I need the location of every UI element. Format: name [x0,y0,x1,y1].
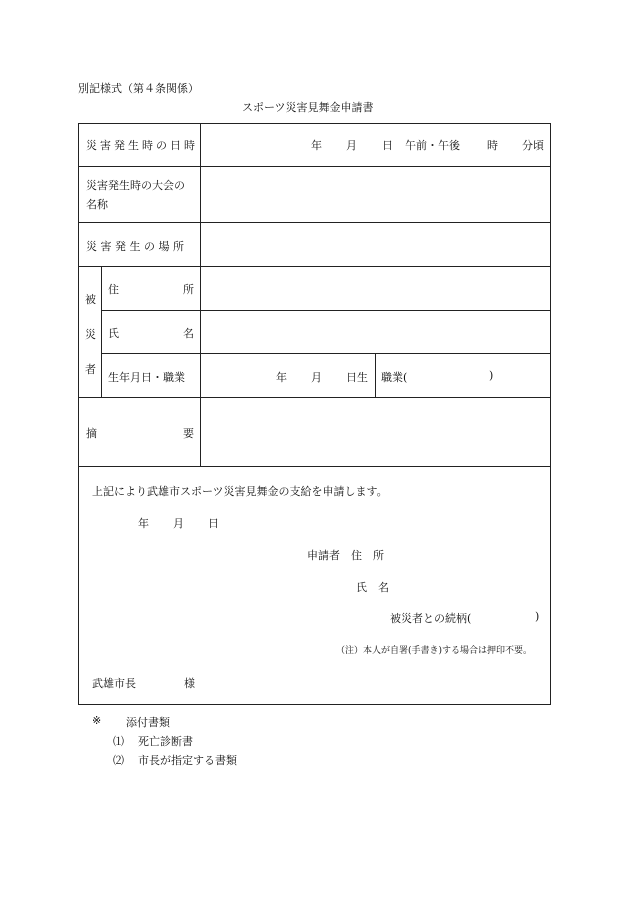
declaration-date-month: 月 [173,517,184,530]
event-label-line1: 災害発生時の大会の [86,179,185,192]
event-label-line2: 名称 [86,198,108,211]
form-label: 別記様式（第４条関係） [78,82,199,95]
relation-close: ) [535,610,540,623]
row-divider [78,466,551,467]
datetime-month: 月 [346,139,357,152]
place-label: 災 害 発 生 の 場 所 [86,240,184,253]
victim-address-label-r: 所 [183,283,194,296]
dob-month: 月 [311,371,322,384]
relation-label: 被災者との続柄( [390,612,472,625]
summary-label-l: 摘 [86,427,97,440]
datetime-day: 日 [382,139,393,152]
declaration-date-year: 年 [138,517,149,530]
victim-group-char: 災 [85,328,96,341]
summary-label-r: 要 [183,427,194,440]
attachment-item-text: 死亡診断書 [138,735,193,748]
document-title: スポーツ災害見舞金申請書 [242,101,374,114]
declaration-date-day: 日 [208,517,219,530]
application-form-table [78,123,551,705]
job-column-divider [375,353,376,397]
applicant-name-label: 氏 名 [356,581,389,594]
datetime-year: 年 [311,139,322,152]
seal-note: （注）本人が自署(手書き)する場合は押印不要。 [336,646,533,656]
datetime-label: 災害発生時の日時 [86,139,198,152]
row-divider [78,397,551,398]
addressee-label: 武雄市長 [92,677,136,690]
victim-name-label-r: 名 [183,327,194,340]
declaration-statement: 上記により武雄市スポーツ災害見舞金の支給を申請します。 [92,485,388,498]
attachment-mark: ※ [92,714,102,727]
addressee-honorific: 様 [184,677,195,690]
attachment-title: 添付書類 [126,716,170,729]
row-divider [101,353,551,354]
row-divider [101,310,551,311]
attachment-item-num: ⑵ [113,754,124,767]
victim-group-divider [101,266,102,397]
row-divider [78,222,551,223]
attachment-item-num: ⑴ [113,735,124,748]
dob-day: 日生 [346,371,368,384]
datetime-minute: 分頃 [522,139,544,152]
row-divider [78,166,551,167]
job-label: 職業( [381,371,408,384]
victim-group-char: 者 [85,363,96,376]
victim-address-label-l: 住 [108,283,119,296]
datetime-hour: 時 [487,139,498,152]
row-divider [78,266,551,267]
datetime-ampm: 午前・午後 [405,139,460,152]
job-close: ) [489,369,494,382]
applicant-address-label: 申請者 住 所 [307,549,384,562]
victim-name-label-l: 氏 [108,327,119,340]
victim-group-char: 被 [85,293,96,306]
victim-dob-label: 生年月日・職業 [108,371,185,384]
label-column-divider [200,123,201,466]
dob-year: 年 [276,371,287,384]
attachment-item-text: 市長が指定する書類 [138,754,237,767]
